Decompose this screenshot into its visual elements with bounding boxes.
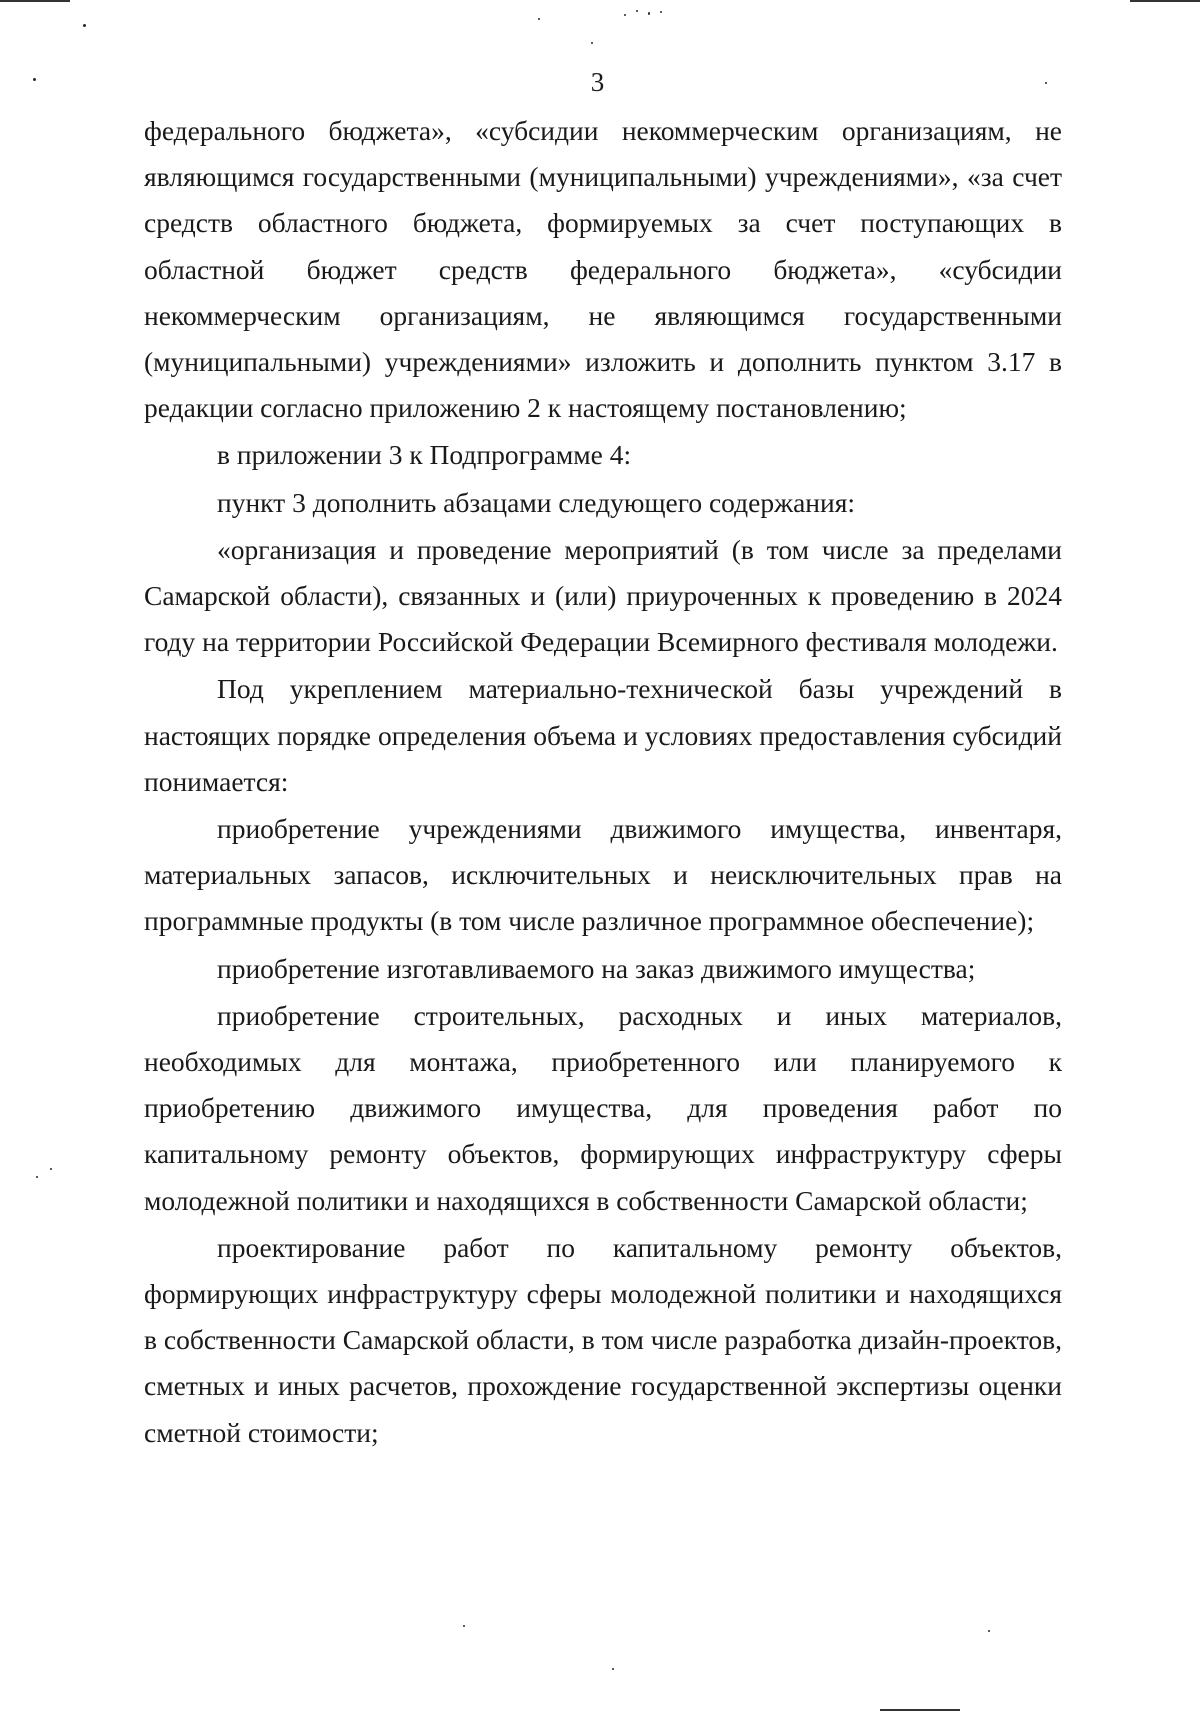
paragraph-1: федерального бюджета», «субсидии некоммерческим организациям, не являющимся государственными (муниципальными) учреждениями», «за счет средств областного бюджета, формируемых за счет поступающих в областной бюджет средств федерального бюджета», «субсидии некоммерческим организациям, не являющимся государственными (муниципальными) учреждениями» изложить и дополнить пунктом 3.17 в редакции согласно приложению 2 к настоящему постановлению; bbox=[144, 115, 1062, 424]
paragraph-7: приобретение изготавливаемого на заказ движимого имущества; bbox=[217, 952, 976, 984]
scan-speck bbox=[591, 42, 593, 44]
paragraph-6: приобретение учреждениями движимого имущества, инвентаря, материальных запасов, исключительных и неисключительных прав на программные продукты (в том числе различное программное обеспечение); bbox=[144, 813, 1062, 937]
scan-speck bbox=[36, 1176, 38, 1178]
page-number: 3 bbox=[590, 67, 605, 97]
scan-speck bbox=[624, 14, 626, 16]
scan-speck bbox=[612, 1668, 614, 1670]
paragraph-8: приобретение строительных, расходных и иных материалов, необходимых для монтажа, приобретенного или планируемого к приобретению движимого имущества, для проведения работ по капитальному ремонту объектов, формирующих инфраструктуру сферы молодежной политики и находящихся в собственности Самарской области; bbox=[144, 999, 1062, 1216]
paragraph-9: проектирование работ по капитальному ремонту объектов, формирующих инфраструктуру сферы молодежной политики и находящихся в собственности Самарской области, в том числе разработка дизайн-проектов, сметных и иных расчетов, прохождение государственной экспертизы оценки сметной стоимости; bbox=[144, 1231, 1062, 1448]
scan-edge-mark bbox=[1130, 0, 1200, 2]
paragraph-2: в приложении 3 к Подпрограмме 4: bbox=[217, 439, 632, 471]
paragraph-5: Под укреплением материально-технической базы учреждений в настоящих порядке определения объема и условиях предоставления субсидий понимается: bbox=[144, 673, 1062, 797]
scan-speck bbox=[648, 12, 650, 15]
paragraph-4: «организация и проведение мероприятий (в том числе за пределами Самарской области), связанных и (или) приуроченных к проведению в 2024 году на территории Российской Федерации Всемирного фестиваля молодежи. bbox=[144, 533, 1062, 658]
paragraph-3: пункт 3 дополнить абзацами следующего содержания: bbox=[217, 486, 856, 518]
scan-speck bbox=[50, 1168, 52, 1170]
scan-speck bbox=[636, 10, 638, 12]
scan-edge-mark bbox=[0, 0, 70, 2]
document-body bbox=[144, 108, 1062, 1456]
scan-speck bbox=[83, 24, 86, 27]
scan-speck bbox=[660, 11, 662, 13]
scan-speck bbox=[988, 1630, 990, 1632]
scan-speck bbox=[538, 18, 540, 20]
scan-speck bbox=[463, 1625, 465, 1627]
